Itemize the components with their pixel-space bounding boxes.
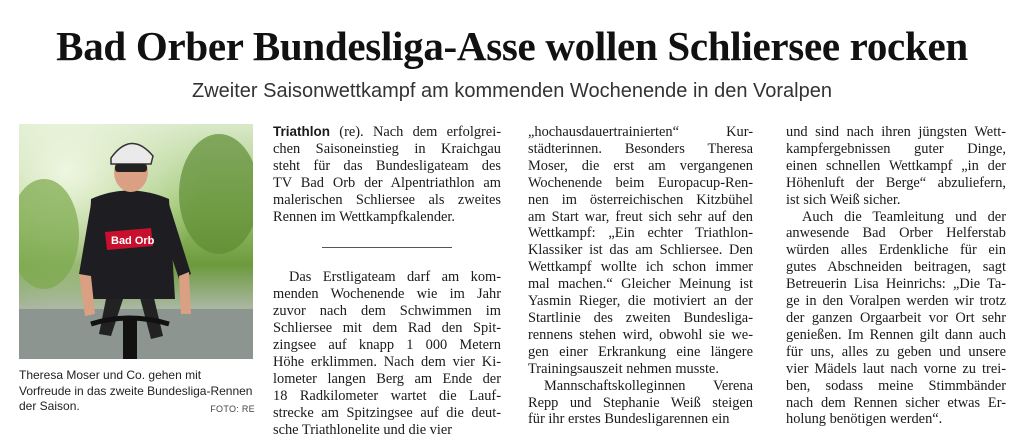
text-line: Betreuerin Lisa Heinrichs: „Die Ta- [786,276,1006,293]
subheadline: Zweiter Saisonwettkampf am kommenden Wochenende in den Voralpen [192,80,832,102]
text-line: Klassiker ist das am Schliersee. Den [528,242,753,259]
text-line: ist sich Weiß sicher. [786,191,901,208]
text-line: nach dem Rennen sicher etwas Er- [786,394,1006,411]
text-line: Das Erstligateam darf am kom- [289,269,501,286]
text-line: ben, sodass meine Stimmbänder [786,377,1006,394]
text-line: Trainingsauszeit nehmen musste. [528,360,719,377]
text-line: zingsee auf knapp 1 000 Metern [273,337,501,354]
text-line: Triathlon (re). Nach dem erfolgrei- [273,124,501,140]
text-line: rennens stehen wird, obwohl sie we- [528,326,753,343]
text-line: für ihr erstes Bundesligarennen ein [528,411,730,428]
jersey-text: Bad Orb [111,235,155,247]
text-line: würden alles Erdenkliche für ein [786,242,1006,259]
headline: Bad Orber Bundesliga-Asse wollen Schliersee rocken [56,23,968,69]
caption-text: Theresa Moser und Co. gehen mit Vorfreude in das zweite Bundesliga-Rennen der Saison. [19,368,253,413]
text-line: vier Mädels laut nach vorne zu trei- [786,360,1006,377]
paragraph [786,124,1006,209]
text-line: und sind nach ihren jüngsten Wett- [786,124,1006,140]
text-line: lometer langen Berg am Ende der [273,370,501,387]
text-line: menden Wochenende wie im Jahr [273,286,501,303]
text-line: mal machen.“ Gleicher Meinung ist [528,276,753,293]
text-line: kampfergebnissen guter Dinge, [786,140,1006,157]
text-line: einen schnellen Wettkampf „in der [786,157,1006,174]
text-line: gutes Abschneiden beitragen, sagt [786,259,1006,276]
paragraph [786,209,1006,429]
text-line: Wettkampf: „Ein echter Triathlon- [528,225,753,242]
text-column-3 [786,124,1006,428]
text-line: 18 Radkilometer wartet die Lauf- [273,387,501,404]
text-line: Moser, die erst am vergangenen [528,157,753,174]
text-line: Rennen im Wettkampfkalender. [273,208,456,225]
text-column-1 [273,124,501,439]
text-line: „hochausdauertrainierten“ Kur- [528,124,753,140]
text-line: Schliersee mit dem Rad den Spit- [273,320,501,337]
text-line: gen einer Erkrankung eine längere [528,343,753,360]
text-line: der ganzen Orgaarbeit vor Ort sehr [786,309,1006,326]
text-line: am Start war, freut sich sehr auf den [528,208,753,225]
text-line: nen im österreichischen Kitzbühel [528,191,753,208]
text-line: Wochenende beim Europacup-Ren- [528,174,753,191]
text-line: chen Saisoneinstieg in Kraichgau [273,140,501,157]
text-line: städterinnen. Besonders Theresa [528,140,753,157]
text-line: sche Triathlonelite und die vier [273,421,453,438]
text-line: ge in den Voralpen werden wir trotz [786,293,1006,310]
text-line: Auch die Teamleitung und der [802,208,1006,225]
text-line: strecke am Spitzingsee auf die deut- [273,404,501,421]
photo-credit: FOTO: RE [210,404,255,414]
text-line: anwesende Bad Orber Helferstab [786,225,1006,242]
rubric-label: Triathlon [273,124,330,139]
text-line: malerischen Schliersee als zweites [273,191,501,208]
paragraph [528,124,753,378]
intro-paragraph [273,124,501,225]
photo-caption [19,368,255,418]
cyclist-illustration [19,124,253,359]
text-line: holung benötigen werden“. [786,411,943,428]
text-line: Höhenluft der Berge“ abzuliefern, [786,174,1006,191]
text-line: Repp und Stephanie Weiß steigen [528,394,753,411]
article-photo [19,124,253,359]
text-line: für uns, alles zu geben und unsere [786,343,1006,360]
text-line: Yasmin Rieger, die motiviert an der [528,293,753,310]
separator-rule [322,247,452,248]
text-line: steht für das Bundesligateam des [273,157,501,174]
text-line: Startlinie des zweiten Bundesliga- [528,309,753,326]
text-line: Wettkampf wollte ich schon immer [528,259,753,276]
text-line: zuvor nach dem Schwimmen im [273,303,501,320]
text-column-2 [528,124,753,428]
text-line: genießen. Im Rennen gilt dann auch [786,326,1006,343]
text-line: TV Bad Orb der Alpentriathlon am [273,174,501,191]
body-paragraph [273,269,501,438]
text-line: Mannschaftskolleginnen Verena [544,377,753,394]
text-line: Höhe erklimmen. Nach dem vier Ki- [273,353,501,370]
paragraph [528,378,753,429]
